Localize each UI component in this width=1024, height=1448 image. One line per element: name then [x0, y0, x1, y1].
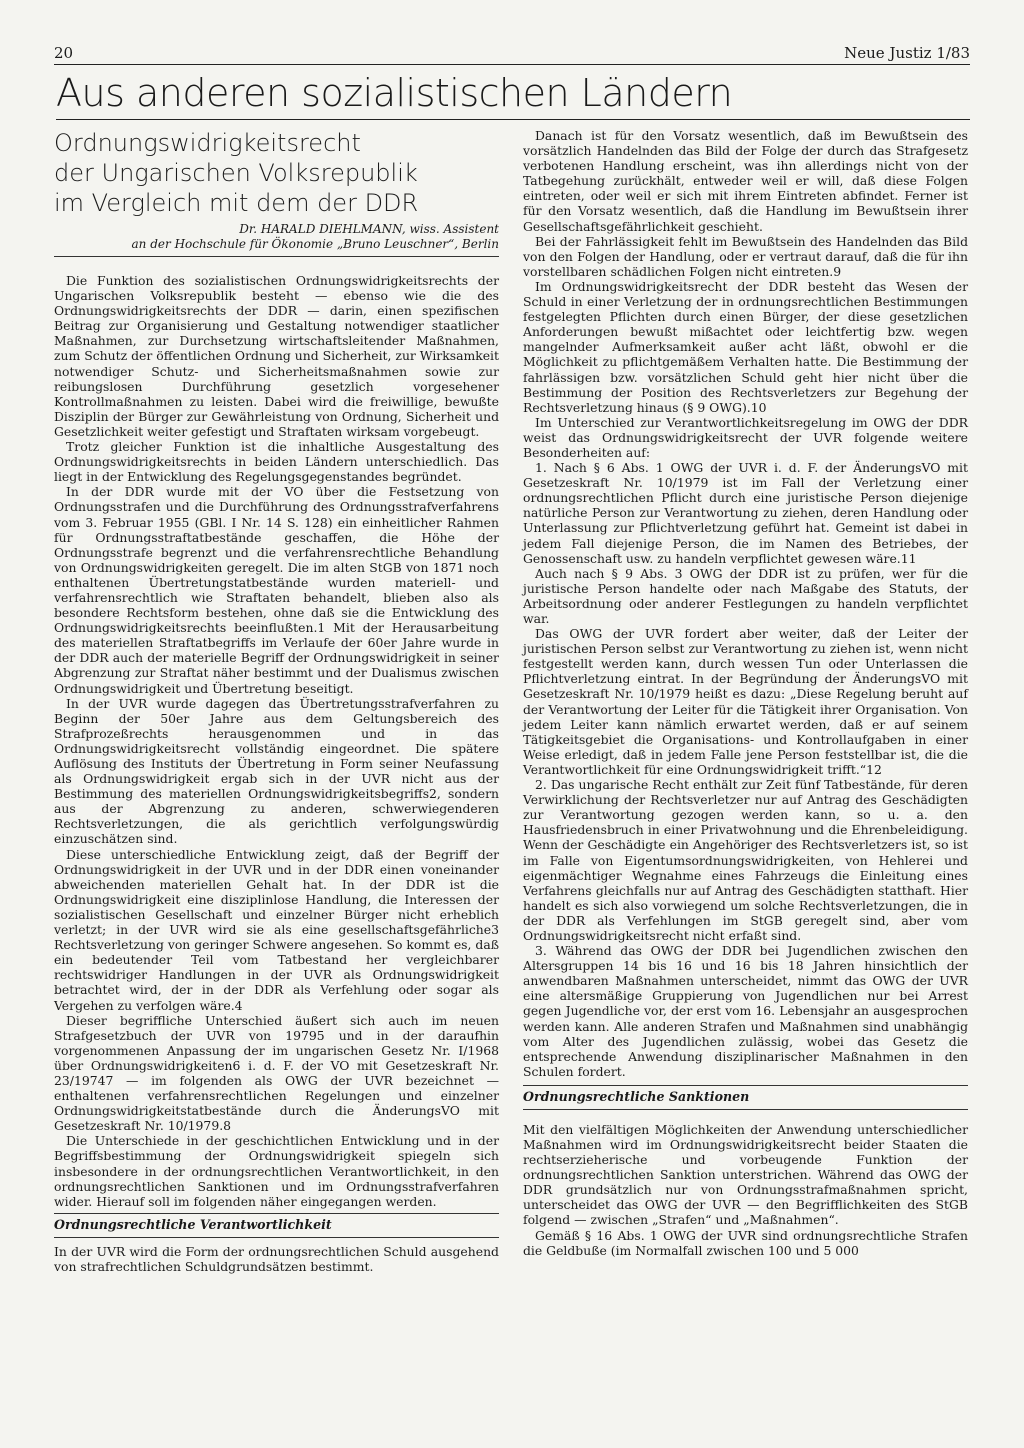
author-line: Dr. HARALD DIEHLMANN, wiss. Assistent: [239, 222, 499, 236]
paragraph: Im Ordnungswidrigkeitsrecht der DDR besteht das Wesen der Schuld in einer Verletzung der in ordnungsrechtlichen Bestimmungen festgelegten Pflichten durch einen Bürger, der diese gesetzlichen Anforderungen bewußt mißachtet oder leichtfertig bzw. wegen mangelnder Aufmerksamkeit außer acht läßt, obwohl er die Möglichkeit zu pflichtgemäßem Verhalten hatte. Die Bestimmung der fahrlässigen bzw. vorsätzlichen Schuld geht hier nicht über die Bestimmung der Position des Rechtsverletzers zur Begehung der Rechtsverletzung hinaus (§ 9 OWG).10: [523, 278, 968, 415]
article-title: [54, 128, 499, 218]
running-head: [54, 44, 970, 65]
paragraph: In der DDR wurde mit der VO über die Festsetzung von Ordnungsstrafen und die Durchführung des Ordnungsstrafverfahrens vom 3. Februar 1955 (GBl. I Nr. 14 S. 128) ein einheitlicher Rahmen für Ordnungsstraftatbestände geschaffen, die Höhe der Ordnungsstrafe begrenzt und die verfahrensrechtliche Behandlung von Ordnungswidrigkeiten geregelt. Die im alten StGB von 1871 noch enthaltenen Übertretungstatbestände wurden materiell- und verfahrensrechtlich wie Straftaten behandelt, blieben also als besondere Rechtsform bestehen, ohne daß sie die Entwicklung des Ordnungswidrigkeitsrechts beeinflußten.1 Mit der Herausarbeitung des materiellen Straftatbegriffs im Verlaufe der 60er Jahre wurde in der DDR auch der materielle Begriff der Ordnungswidrigkeit in seiner Abgrenzung zur Straftat näher bestimmt und der Dualismus zwischen Ordnungswidrigkeit und Übertretung beseitigt.: [54, 484, 499, 696]
article-title-line: Ordnungswidrigkeitsrecht: [54, 129, 361, 157]
paragraph: 2. Das ungarische Recht enthält zur Zeit fünf Tatbestände, für deren Verwirklichung der Rechtsverletzer nur auf Antrag des Geschädigten zur Verantwortung gezogen werden kann, so u. a. den Hausfriedensbruch in einer Privatwohnung und die Ehrenbeleidigung. Wenn der Geschädigte ein Angehöriger des Rechtsverletzers ist, so ist im Falle von Eigentumsordnungswidrigkeiten, von Hehlerei und eigenmächtiger Wegnahme eines Fahrzeugs die Einleitung eines Verfahrens gleichfalls nur auf Antrag des Geschädigten statthaft. Hier handelt es sich also vorwiegend um solche Rechtsverletzungen, die in der DDR als Verfehlungen im StGB geregelt sind, aber vom Ordnungswidrigkeitsrecht nicht erfaßt sind.: [523, 777, 968, 943]
section-title: Aus anderen sozialistischen Ländern: [56, 71, 970, 120]
paragraph: Auch nach § 9 Abs. 3 OWG der DDR ist zu prüfen, wer für die juristische Person handelte oder nach Maßgabe des Statuts, der Arbeitsordnung oder anderer Festlegungen zu handeln verpflichtet war.: [523, 565, 968, 626]
paragraph: Gemäß § 16 Abs. 1 OWG der UVR sind ordnungsrechtliche Strafen die Geldbuße (im Normalfall zwischen 100 und 5 000: [523, 1227, 968, 1258]
paragraph: 3. Während das OWG der DDR bei Jugendlichen zwischen den Altersgruppen 14 bis 16 und 16 bis 18 Jahren hinsichtlich der anwendbaren Maßnahmen unterscheidet, nimmt das OWG der UVR eine altersmäßige Gruppierung von Jugendlichen nur bei Arrest gegen Jugendliche vor, der erst vom 16. Lebensjahr an ausgesprochen werden kann. Alle anderen Strafen und Maßnahmen sind unabhängig vom Alter des Jugendlichen zulässig, wobei das Gesetz die entsprechende Anwendung disziplinarischer Maßnahmen in den Schulen fordert.: [523, 943, 968, 1079]
columns: [54, 128, 970, 1274]
paragraph: Die Unterschiede in der geschichtlichen Entwicklung und in der Begriffsbestimmung der Ordnungswidrigkeit spiegeln sich insbesondere in der ordnungsrechtlichen Verantwortlichkeit, in den ordnungsrechtlichen Sanktionen und im Ordnungsstrafverfahren wider. Hierauf soll im folgenden näher eingegangen werden.: [54, 1133, 499, 1209]
article-title-line: der Ungarischen Volksrepublik: [54, 159, 418, 187]
paragraph: Trotz gleicher Funktion ist die inhaltliche Ausgestaltung des Ordnungswidrigkeitsrechts in beiden Ländern unterschiedlich. Das liegt in der Entwicklung des Regelungsgegenstandes begründet.: [54, 439, 499, 485]
author-affiliation: an der Hochschule für Ökonomie „Bruno Leuschner“, Berlin: [54, 237, 499, 257]
subheading: Ordnungsrechtliche Verantwortlichkeit: [54, 1213, 499, 1238]
journal-issue: Neue Justiz 1/83: [844, 44, 970, 62]
paragraph: Das OWG der UVR fordert aber weiter, daß der Leiter der juristischen Person selbst zur Verantwortung zu ziehen ist, wenn nicht festgestellt werden kann, durch wessen Tun oder Unterlassen die Pflichtverletzung eintrat. In der Begründung der ÄnderungsVO mit Gesetzeskraft Nr. 10/1979 heißt es dazu: „Diese Regelung beruht auf der Verantwortung der Leiter für die Tätigkeit ihrer Organisation. Von jedem Leiter kann nämlich erwartet werden, daß er auf seinem Tätigkeitsgebiet die Organisations- und Kontrollaufgaben in einer Weise erledigt, daß in jedem Falle jene Person feststellbar ist, die die Verantwortlichkeit für eine Ordnungswidrigkeit trifft.“12: [523, 626, 968, 777]
page-number: 20: [54, 44, 74, 62]
paragraph: 1. Nach § 6 Abs. 1 OWG der UVR i. d. F. der ÄnderungsVO mit Gesetzeskraft Nr. 10/1979 ist im Fall der Verletzung einer ordnungsrechtlichen Pflicht durch eine juristische Person diejenige natürliche Person zur Verantwortung zu ziehen, deren Handlung oder Unterlassung zur Pflichtverletzung geführt hat. Gemeint ist dabei in jedem Fall diejenige Person, die im Namen des Betriebes, der Genossenschaft usw. zu handeln verpflichtet gewesen wäre.11: [523, 460, 968, 566]
paragraph: Dieser begriffliche Unterschied äußert sich auch im neuen Strafgesetzbuch der UVR von 19795 und in der daraufhin vorgenommenen Anpassung der im ungarischen Gesetz Nr. I/1968 über Ordnungswidrigkeiten6 i. d. F. der VO mit Gesetzeskraft Nr. 23/19747 — im folgenden als OWG der UVR bezeichnet — enthaltenen verfahrensrechtlichen Regelungen und einzelner Ordnungswidrigkeitstatbestände durch die ÄnderungsVO mit Gesetzeskraft Nr. 10/1979.8: [54, 1012, 499, 1134]
paragraph: Im Unterschied zur Verantwortlichkeitsregelung im OWG der DDR weist das Ordnungswidrigkeitsrecht der UVR folgende weitere Besonderheiten auf:: [523, 414, 968, 460]
paragraph: Diese unterschiedliche Entwicklung zeigt, daß der Begriff der Ordnungswidrigkeit in der UVR und in der DDR einen voneinander abweichenden materiellen Gehalt hat. In der DDR ist die Ordnungswidrigkeit eine disziplinlose Handlung, die Interessen der sozialistischen Gesellschaft und einzelner Bürger nicht erheblich verletzt; in der UVR wird sie als eine gesellschaftsgefährliche3 Rechtsverletzung von geringer Schwere angesehen. So kommt es, daß ein bedeutender Teil vom Tatbestand her vergleichbarer rechtswidriger Handlungen in der UVR als Ordnungswidrigkeit betrachtet wird, der in der DDR als Verfehlung oder sogar als Vergehen zu verfolgen wäre.4: [54, 846, 499, 1013]
article-title-line: im Vergleich mit dem der DDR: [54, 189, 419, 217]
paragraph: Danach ist für den Vorsatz wesentlich, daß im Bewußtsein des vorsätzlich Handelnden das Bild der Folge der durch das Strafgesetz verbotenen Handlung erscheint, was ihn allerdings nicht von der Tatbegehung zurückhält, entweder weil er will, daß diese Folgen eintreten, oder weil er sich mit ihrem Eintreten abfindet. Ferner ist für den Vorsatz wesentlich, daß die Handlung im Bewußtsein ihrer Gesellschaftsgefährlichkeit geschieht.: [523, 128, 968, 234]
paragraph: In der UVR wird die Form der ordnungsrechtlichen Schuld ausgehend von strafrechtlichen Schuldgrundsätzen bestimmt.: [54, 1243, 499, 1274]
left-column: [54, 128, 499, 1274]
paragraph: Die Funktion des sozialistischen Ordnungswidrigkeitsrechts der Ungarischen Volksrepublik besteht — ebenso wie die des Ordnungswidrigkeitsrechts der DDR — darin, einen spezifischen Beitrag zur Organisierung und Gestaltung notwendiger staatlicher Maßnahmen, zur Durchsetzung wirtschaftsleitender Maßnahmen, zum Schutz der öffentlichen Ordnung und Sicherheit, zur Wirksamkeit notwendiger Schutz- und Sicherheitsmaßnahmen sowie zur reibungslosen Durchführung gesetzlich vorgesehener Kontrollmaßnahmen zu leisten. Dabei wird die freiwillige, bewußte Disziplin der Bürger zur Gewährleistung von Ordnung, Sicherheit und Gesetzlichkeit weiter gefestigt und Straftaten wirksam vorgebeugt.: [54, 273, 499, 439]
subheading: Ordnungsrechtliche Sanktionen: [523, 1085, 968, 1110]
paragraph: In der UVR wurde dagegen das Übertretungsstrafverfahren zu Beginn der 50er Jahre aus dem Geltungsbereich des Strafprozeßrechts herausgenommen und in das Ordnungswidrigkeitsrecht vollständig eingeordnet. Die spätere Auflösung des Instituts der Übertretung in Form seiner Neufassung als Ordnungswidrigkeit ergab sich in der UVR nicht aus der Bestimmung des materiellen Ordnungswidrigkeitsbegriffs2, sondern aus der Abgrenzung zu anderen, schwerwiegenderen Rechtsverletzungen, die als gerichtlich verfolgungswürdig einzuschätzen sind.: [54, 695, 499, 847]
paragraph: Mit den vielfältigen Möglichkeiten der Anwendung unterschiedlicher Maßnahmen wird im Ordnungswidrigkeitsrecht beider Staaten die rechtserzieherische und vorbeugende Funktion der ordnungsrechtlichen Sanktion unterstrichen. Während das OWG der DDR grundsätzlich nur von Ordnungsstrafmaßnahmen spricht, unterscheidet das OWG der UVR — den Begrifflichkeiten des StGB folgend — zwischen „Strafen“ und „Maßnahmen“.: [523, 1121, 968, 1228]
paragraph: Bei der Fahrlässigkeit fehlt im Bewußtsein des Handelnden das Bild von den Folgen der Handlung, oder er vertraut darauf, daß die für ihn vorstellbaren schädlichen Folgen nicht eintreten.9: [523, 233, 968, 279]
right-column: [523, 128, 968, 1274]
